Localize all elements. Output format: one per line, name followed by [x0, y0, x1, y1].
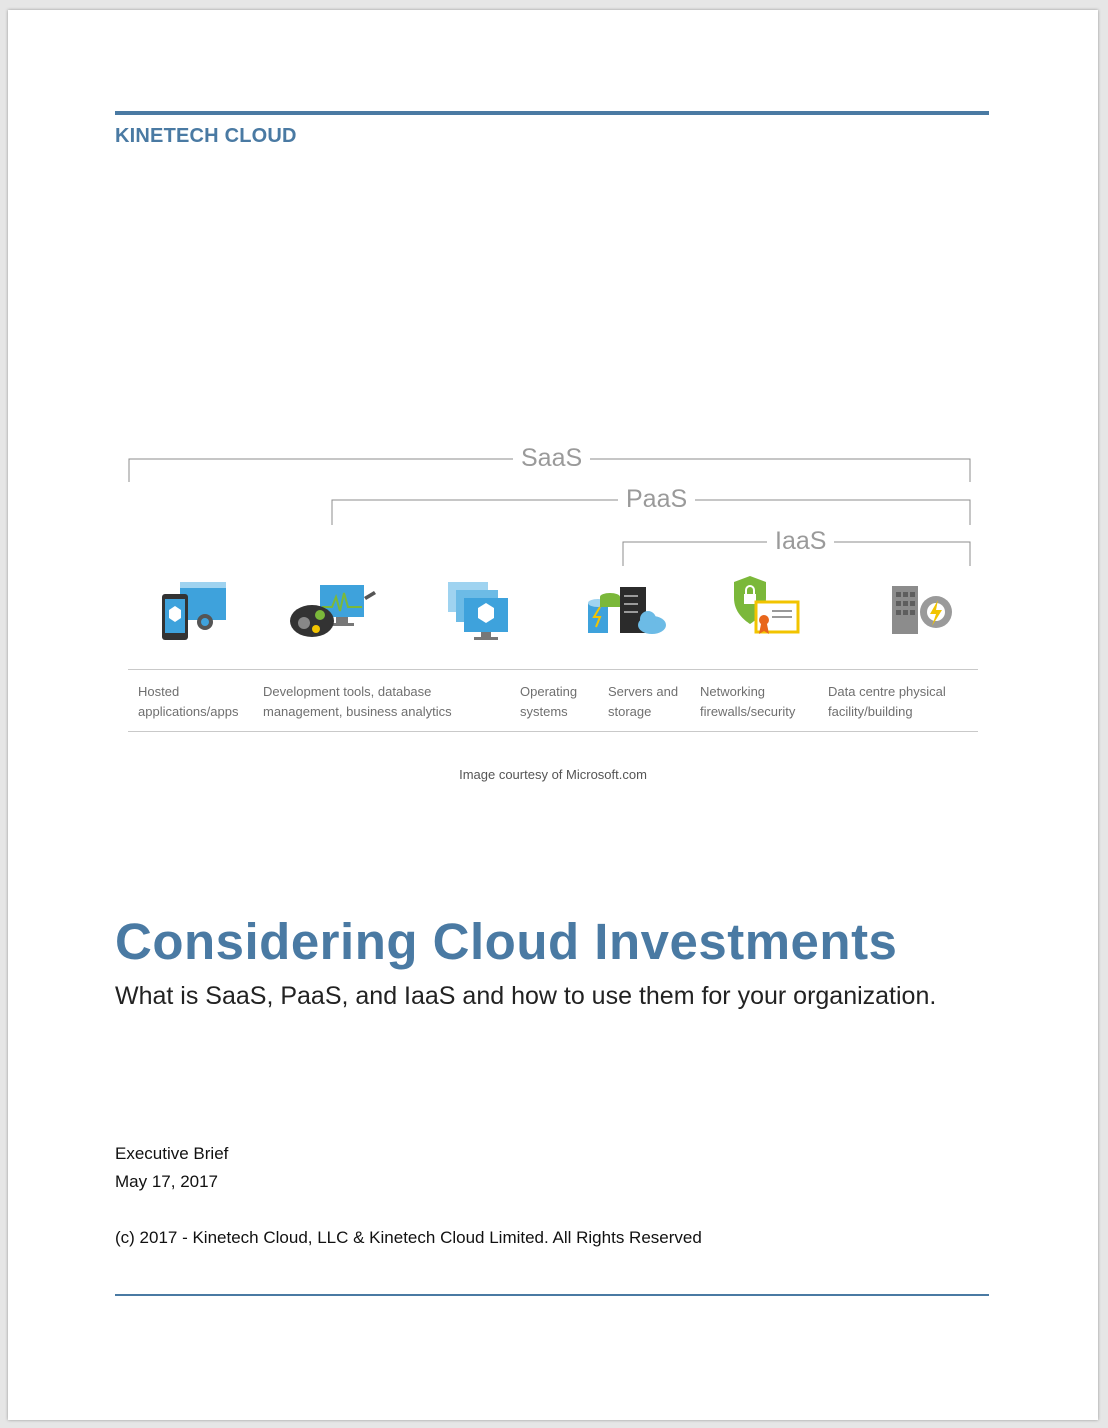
- column-label: Servers and storage: [608, 684, 679, 719]
- image-caption: Image courtesy of Microsoft.com: [459, 767, 647, 782]
- page-title: Considering Cloud Investments: [115, 913, 898, 970]
- column-label: Networking firewalls/security: [700, 684, 796, 719]
- diagram-top-rule: [128, 669, 978, 670]
- security-shield-icon: [730, 576, 800, 640]
- document-page: [8, 10, 1098, 1420]
- servers-storage-icon: [586, 585, 668, 635]
- paas-label: PaaS: [618, 484, 695, 514]
- operating-system-icon: [446, 580, 512, 644]
- column-label: Hosted applications/apps: [138, 684, 239, 719]
- column-label: Development tools, database management, business analytics: [263, 684, 452, 719]
- column-label: Operating systems: [520, 684, 578, 719]
- document-type: Executive Brief: [115, 1144, 229, 1163]
- saas-label: SaaS: [513, 443, 590, 473]
- column-label: Data centre physical facility/building: [828, 684, 946, 719]
- footer-rule: [115, 1294, 989, 1296]
- diagram-bottom-rule: [128, 731, 978, 732]
- mobile-app-icon: [158, 578, 230, 644]
- datacenter-building-icon: [888, 584, 960, 638]
- cloud-service-diagram: [8, 10, 1098, 810]
- document-date: May 17, 2017: [115, 1172, 219, 1191]
- page-subtitle: What is SaaS, PaaS, and IaaS and how to use them for your organization.: [115, 982, 937, 1010]
- copyright-notice: (c) 2017 - Kinetech Cloud, LLC & Kinetech Cloud Limited. All Rights Reserved: [115, 1228, 702, 1247]
- iaas-label: IaaS: [767, 526, 834, 556]
- brand-name: KINETECH CLOUD: [115, 125, 297, 147]
- dev-tools-icon: [286, 583, 378, 641]
